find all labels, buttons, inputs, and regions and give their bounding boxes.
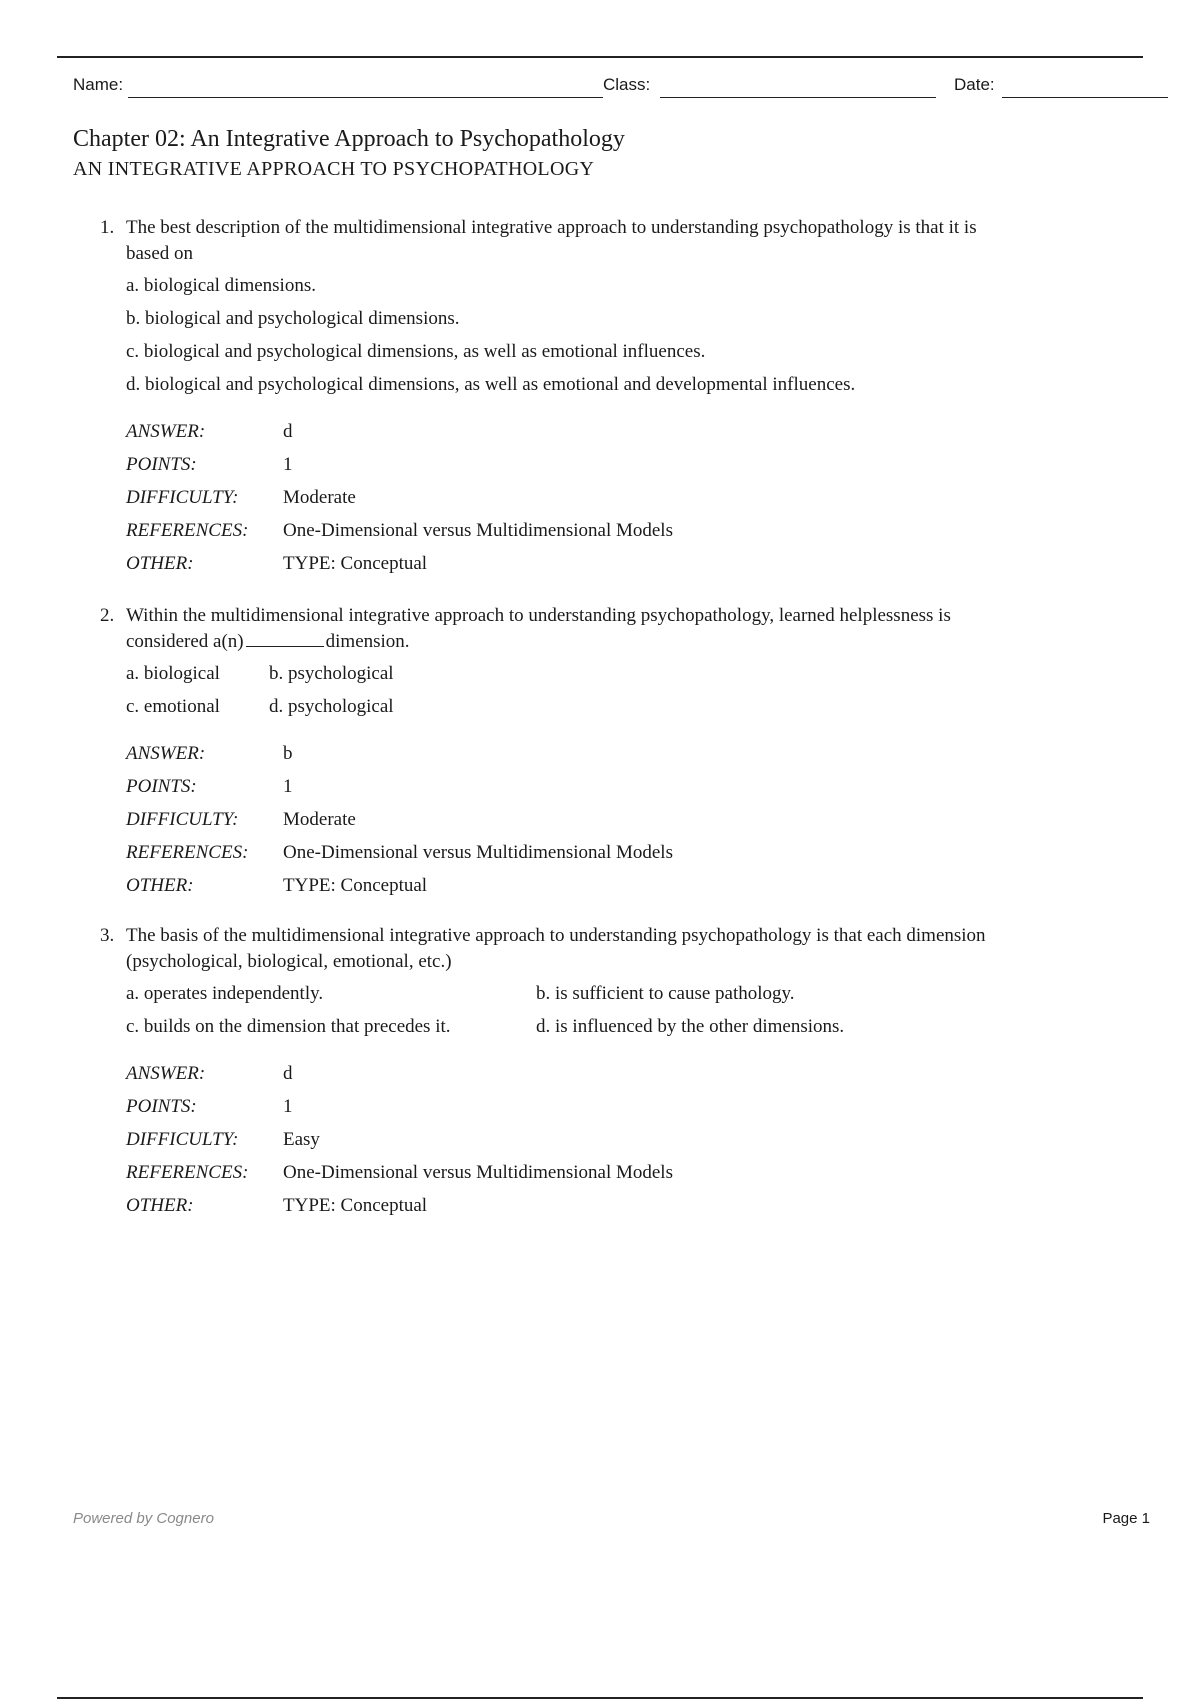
difficulty-value: Moderate bbox=[283, 487, 356, 508]
stem-line: based on bbox=[126, 243, 194, 264]
chapter-subtitle: AN INTEGRATIVE APPROACH TO PSYCHOPATHOLOGY bbox=[73, 158, 595, 180]
question-number: 2. bbox=[100, 605, 115, 626]
other-value: TYPE: Conceptual bbox=[283, 1195, 428, 1216]
choice-list bbox=[126, 977, 1110, 1043]
date-label: Date: bbox=[954, 75, 995, 94]
choice-list bbox=[126, 657, 1110, 723]
references-value: One-Dimensional versus Multidimensional Models bbox=[283, 842, 673, 863]
choice-c: c. emotional bbox=[126, 696, 220, 717]
answer-label: ANSWER: bbox=[126, 1063, 206, 1084]
answer-label: ANSWER: bbox=[126, 421, 206, 442]
difficulty-value: Moderate bbox=[283, 809, 356, 830]
date-field bbox=[954, 74, 1168, 98]
other-label: OTHER: bbox=[126, 875, 194, 896]
answer-value: d bbox=[283, 421, 293, 442]
choice-b: b. psychological bbox=[269, 663, 394, 684]
difficulty-label: DIFFICULTY: bbox=[126, 1129, 239, 1150]
difficulty-label: DIFFICULTY: bbox=[126, 809, 239, 830]
question-2 bbox=[100, 603, 1110, 902]
bottom-rule bbox=[57, 1697, 1143, 1699]
points-label: POINTS: bbox=[126, 776, 197, 797]
answer-value: b bbox=[283, 743, 293, 764]
fill-in-blank bbox=[246, 646, 324, 647]
class-blank bbox=[660, 97, 936, 98]
stem-line: (psychological, biological, emotional, etc.) bbox=[126, 951, 452, 972]
name-field bbox=[73, 74, 603, 98]
question-stem bbox=[100, 923, 1110, 975]
student-info-line bbox=[73, 74, 1168, 100]
answer-metadata bbox=[126, 415, 1110, 580]
references-label: REFERENCES: bbox=[126, 842, 249, 863]
choice-d: d. biological and psychological dimensions, as well as emotional and developmental influences. bbox=[126, 374, 856, 395]
difficulty-label: DIFFICULTY: bbox=[126, 487, 239, 508]
other-label: OTHER: bbox=[126, 1195, 194, 1216]
question-3 bbox=[100, 923, 1110, 1222]
class-field bbox=[603, 74, 936, 98]
top-rule bbox=[57, 56, 1143, 58]
references-label: REFERENCES: bbox=[126, 1162, 249, 1183]
question-1 bbox=[100, 215, 1110, 580]
choice-c: c. builds on the dimension that precedes it. bbox=[126, 1016, 451, 1037]
stem-line: The best description of the multidimensional integrative approach to understanding psychopathology is that it is bbox=[126, 217, 977, 238]
question-stem bbox=[100, 603, 1110, 655]
points-label: POINTS: bbox=[126, 454, 197, 475]
points-value: 1 bbox=[283, 776, 293, 797]
class-label: Class: bbox=[603, 75, 651, 94]
answer-value: d bbox=[283, 1063, 293, 1084]
references-value: One-Dimensional versus Multidimensional Models bbox=[283, 1162, 673, 1183]
stem-line: Within the multidimensional integrative approach to understanding psychopathology, learned helplessness is bbox=[126, 605, 951, 626]
question-number: 3. bbox=[100, 925, 115, 946]
answer-metadata bbox=[126, 1057, 1110, 1222]
points-label: POINTS: bbox=[126, 1096, 197, 1117]
question-number: 1. bbox=[100, 217, 115, 238]
references-value: One-Dimensional versus Multidimensional Models bbox=[283, 520, 673, 541]
choice-a: a. biological bbox=[126, 663, 220, 684]
choice-b: b. is sufficient to cause pathology. bbox=[536, 983, 795, 1004]
name-blank bbox=[128, 97, 603, 98]
choice-d: d. psychological bbox=[269, 696, 394, 717]
other-label: OTHER: bbox=[126, 553, 194, 574]
question-stem bbox=[100, 215, 1110, 267]
choice-list bbox=[126, 269, 1110, 401]
stem-line: The basis of the multidimensional integrative approach to understanding psychopathology is that each dimension bbox=[126, 925, 986, 946]
page-number: Page 1 bbox=[1102, 1510, 1150, 1527]
date-blank bbox=[1002, 97, 1168, 98]
stem-text-after-blank: dimension. bbox=[325, 631, 410, 652]
references-label: REFERENCES: bbox=[126, 520, 249, 541]
choice-d: d. is influenced by the other dimensions. bbox=[536, 1016, 845, 1037]
points-value: 1 bbox=[283, 454, 293, 475]
choice-c: c. biological and psychological dimensions, as well as emotional influences. bbox=[126, 341, 706, 362]
powered-by-footer: Powered by Cognero bbox=[73, 1510, 214, 1527]
choice-a: a. biological dimensions. bbox=[126, 275, 316, 296]
stem-line bbox=[126, 629, 1110, 655]
choice-b: b. biological and psychological dimensions. bbox=[126, 308, 460, 329]
choice-a: a. operates independently. bbox=[126, 983, 324, 1004]
stem-text-before-blank: considered a(n) bbox=[126, 631, 244, 652]
other-value: TYPE: Conceptual bbox=[283, 553, 428, 574]
chapter-title: Chapter 02: An Integrative Approach to Psychopathology bbox=[73, 126, 625, 152]
points-value: 1 bbox=[283, 1096, 293, 1117]
answer-label: ANSWER: bbox=[126, 743, 206, 764]
name-label: Name: bbox=[73, 75, 124, 94]
other-value: TYPE: Conceptual bbox=[283, 875, 428, 896]
difficulty-value: Easy bbox=[283, 1129, 320, 1150]
answer-metadata bbox=[126, 737, 1110, 902]
